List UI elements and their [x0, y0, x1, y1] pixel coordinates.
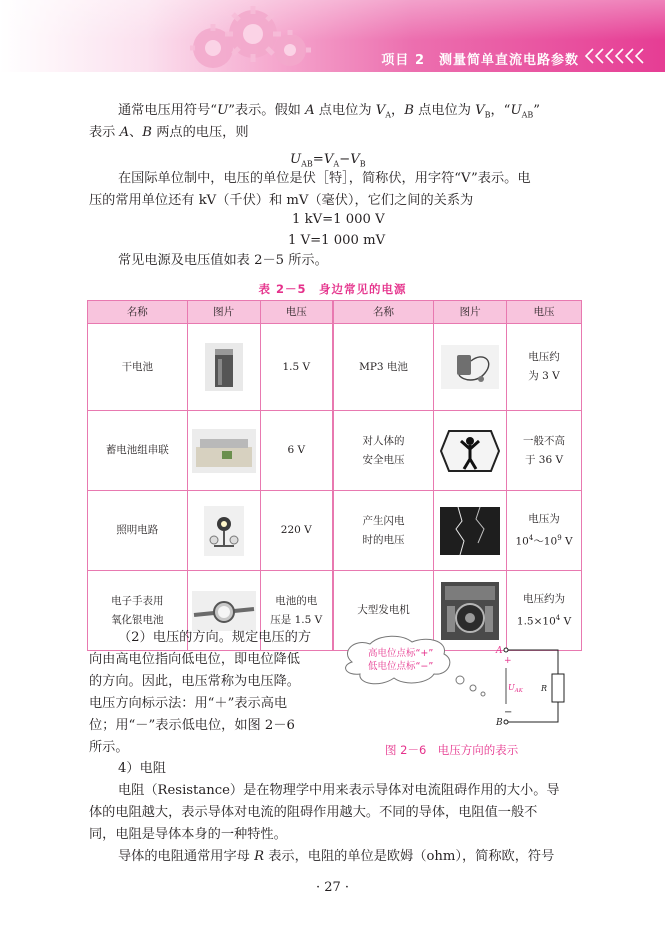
table-header: 电压 — [507, 301, 582, 324]
label-a: A — [496, 646, 503, 656]
power-sources-table — [87, 300, 582, 651]
table-cell: 一般不高 于 36 V — [507, 411, 582, 491]
table-cell: 电池的电 压是 1.5 V — [260, 571, 333, 651]
table-cell: 照明电路 — [88, 491, 188, 571]
chevrons-left-icon — [583, 46, 651, 66]
page-header — [0, 0, 665, 72]
dry-battery-photo — [205, 343, 243, 391]
equation-kv: 1 kV=1 000 V — [292, 212, 385, 227]
lighting-photo — [204, 506, 244, 556]
table-cell: MP3 电池 — [333, 324, 434, 411]
battery-pack-photo — [192, 429, 256, 473]
table-header-row — [88, 301, 582, 324]
paragraph-line: 通常电压用符号“U”表示。假如 A 点电位为 $V_A$，B 点电位为 $V_B$，“$U_{AB}$” — [118, 103, 540, 120]
label-u: $U_{AK}$ — [508, 683, 523, 694]
paragraph-line: 体的电阻越大，表示导体对电流的阻碍作用越大。不同的导体，电阻值一般不 — [89, 805, 538, 820]
figure-caption: 图 2－6 电压方向的表示 — [385, 743, 519, 757]
table-row — [88, 491, 582, 571]
table-cell: 大型发电机 — [333, 571, 434, 651]
paragraph-line: 所示。 — [89, 740, 129, 755]
paragraph-line: 位；用“－”表示低电位，如图 2－6 — [89, 718, 295, 733]
table-cell: 6 V — [260, 411, 333, 491]
table-caption: 表 2－5 身边常见的电源 — [258, 282, 407, 296]
label-r: R — [541, 684, 548, 693]
gears-decoration-icon — [185, 4, 315, 70]
paragraph-line: 在国际单位制中，电压的单位是伏［特］，简称伏，用字符“V”表示。电 — [118, 171, 531, 186]
mp3-battery-photo — [441, 345, 499, 389]
paragraph-line: 同，电阻是导体本身的一种特性。 — [89, 827, 287, 842]
paragraph-line: 常见电源及电压值如表 2－5 所示。 — [118, 253, 328, 268]
equation-mv: 1 V=1 000 mV — [288, 233, 386, 248]
table-cell: 干电池 — [88, 324, 188, 411]
label-plus: + — [504, 656, 512, 666]
paragraph-line: 压的常用单位还有 kV（千伏）和 mV（毫伏），它们之间的关系为 — [89, 193, 474, 208]
table-row — [88, 324, 582, 411]
table-cell: 电压为 $10^4\sim 10^9$ V — [507, 491, 582, 571]
table-cell — [434, 411, 507, 491]
lightning-photo — [440, 507, 500, 555]
equation-uab: $U_{AB}=V_A-V_B$ — [290, 152, 366, 169]
bubble-text-low: 低电位点标“−” — [368, 661, 434, 672]
resistor-icon — [552, 674, 564, 702]
bubble-text-high: 高电位点标“+” — [368, 648, 434, 659]
table-cell — [434, 491, 507, 571]
paragraph-line: 电压方向标示法：用“＋”表示高电 — [89, 696, 288, 711]
paragraph-line: 表示 A、B 两点的电压，则 — [89, 125, 249, 140]
table-header: 名称 — [88, 301, 188, 324]
table-cell — [187, 324, 260, 411]
terminal-b-icon — [504, 720, 508, 724]
table-cell: 对人体的 安全电压 — [333, 411, 434, 491]
table-header: 名称 — [333, 301, 434, 324]
label-minus: − — [504, 707, 513, 718]
paragraph-line: 的方向。因此，电压常称为电压降。 — [89, 674, 300, 689]
table-header: 电压 — [260, 301, 333, 324]
table-cell — [187, 411, 260, 491]
terminal-a-icon — [504, 648, 508, 652]
section-heading: 4）电阻 — [118, 761, 166, 776]
voltage-direction-figure — [330, 632, 580, 738]
paragraph-line: 电阻（Resistance）是在物理学中用来表示导体对电流阻碍作用的大小。导 — [118, 783, 560, 798]
table-cell: 220 V — [260, 491, 333, 571]
page-number: · 27 · — [315, 880, 350, 895]
table-cell: 电子手表用 氧化银电池 — [88, 571, 188, 651]
table-cell: 电压约 为 3 V — [507, 324, 582, 411]
table-header: 图片 — [434, 301, 507, 324]
table-row — [88, 411, 582, 491]
circuit-wire — [508, 650, 558, 722]
generator-photo — [441, 582, 499, 640]
paragraph-line: 向由高电位指向低电位，即电位降低 — [89, 652, 300, 667]
table-cell — [434, 324, 507, 411]
paragraph-line: （2）电压的方向。规定电压的方 — [118, 630, 312, 645]
table-header: 图片 — [187, 301, 260, 324]
table-cell: 电压约为 $1.5\times 10^4$ V — [507, 571, 582, 651]
header-title: 项目 2 测量简单直流电路参数 — [381, 53, 579, 68]
table-cell: 1.5 V — [260, 324, 333, 411]
table-cell — [187, 491, 260, 571]
human-safety-photo — [439, 429, 501, 473]
label-b: B — [496, 718, 503, 728]
table-cell: 产生闪电 时的电压 — [333, 491, 434, 571]
paragraph-line: 导体的电阻通常用字母 R 表示，电阻的单位是欧姆（ohm），简称欧，符号 — [118, 849, 555, 864]
watch-battery-photo — [192, 591, 256, 631]
table-cell: 蓄电池组串联 — [88, 411, 188, 491]
